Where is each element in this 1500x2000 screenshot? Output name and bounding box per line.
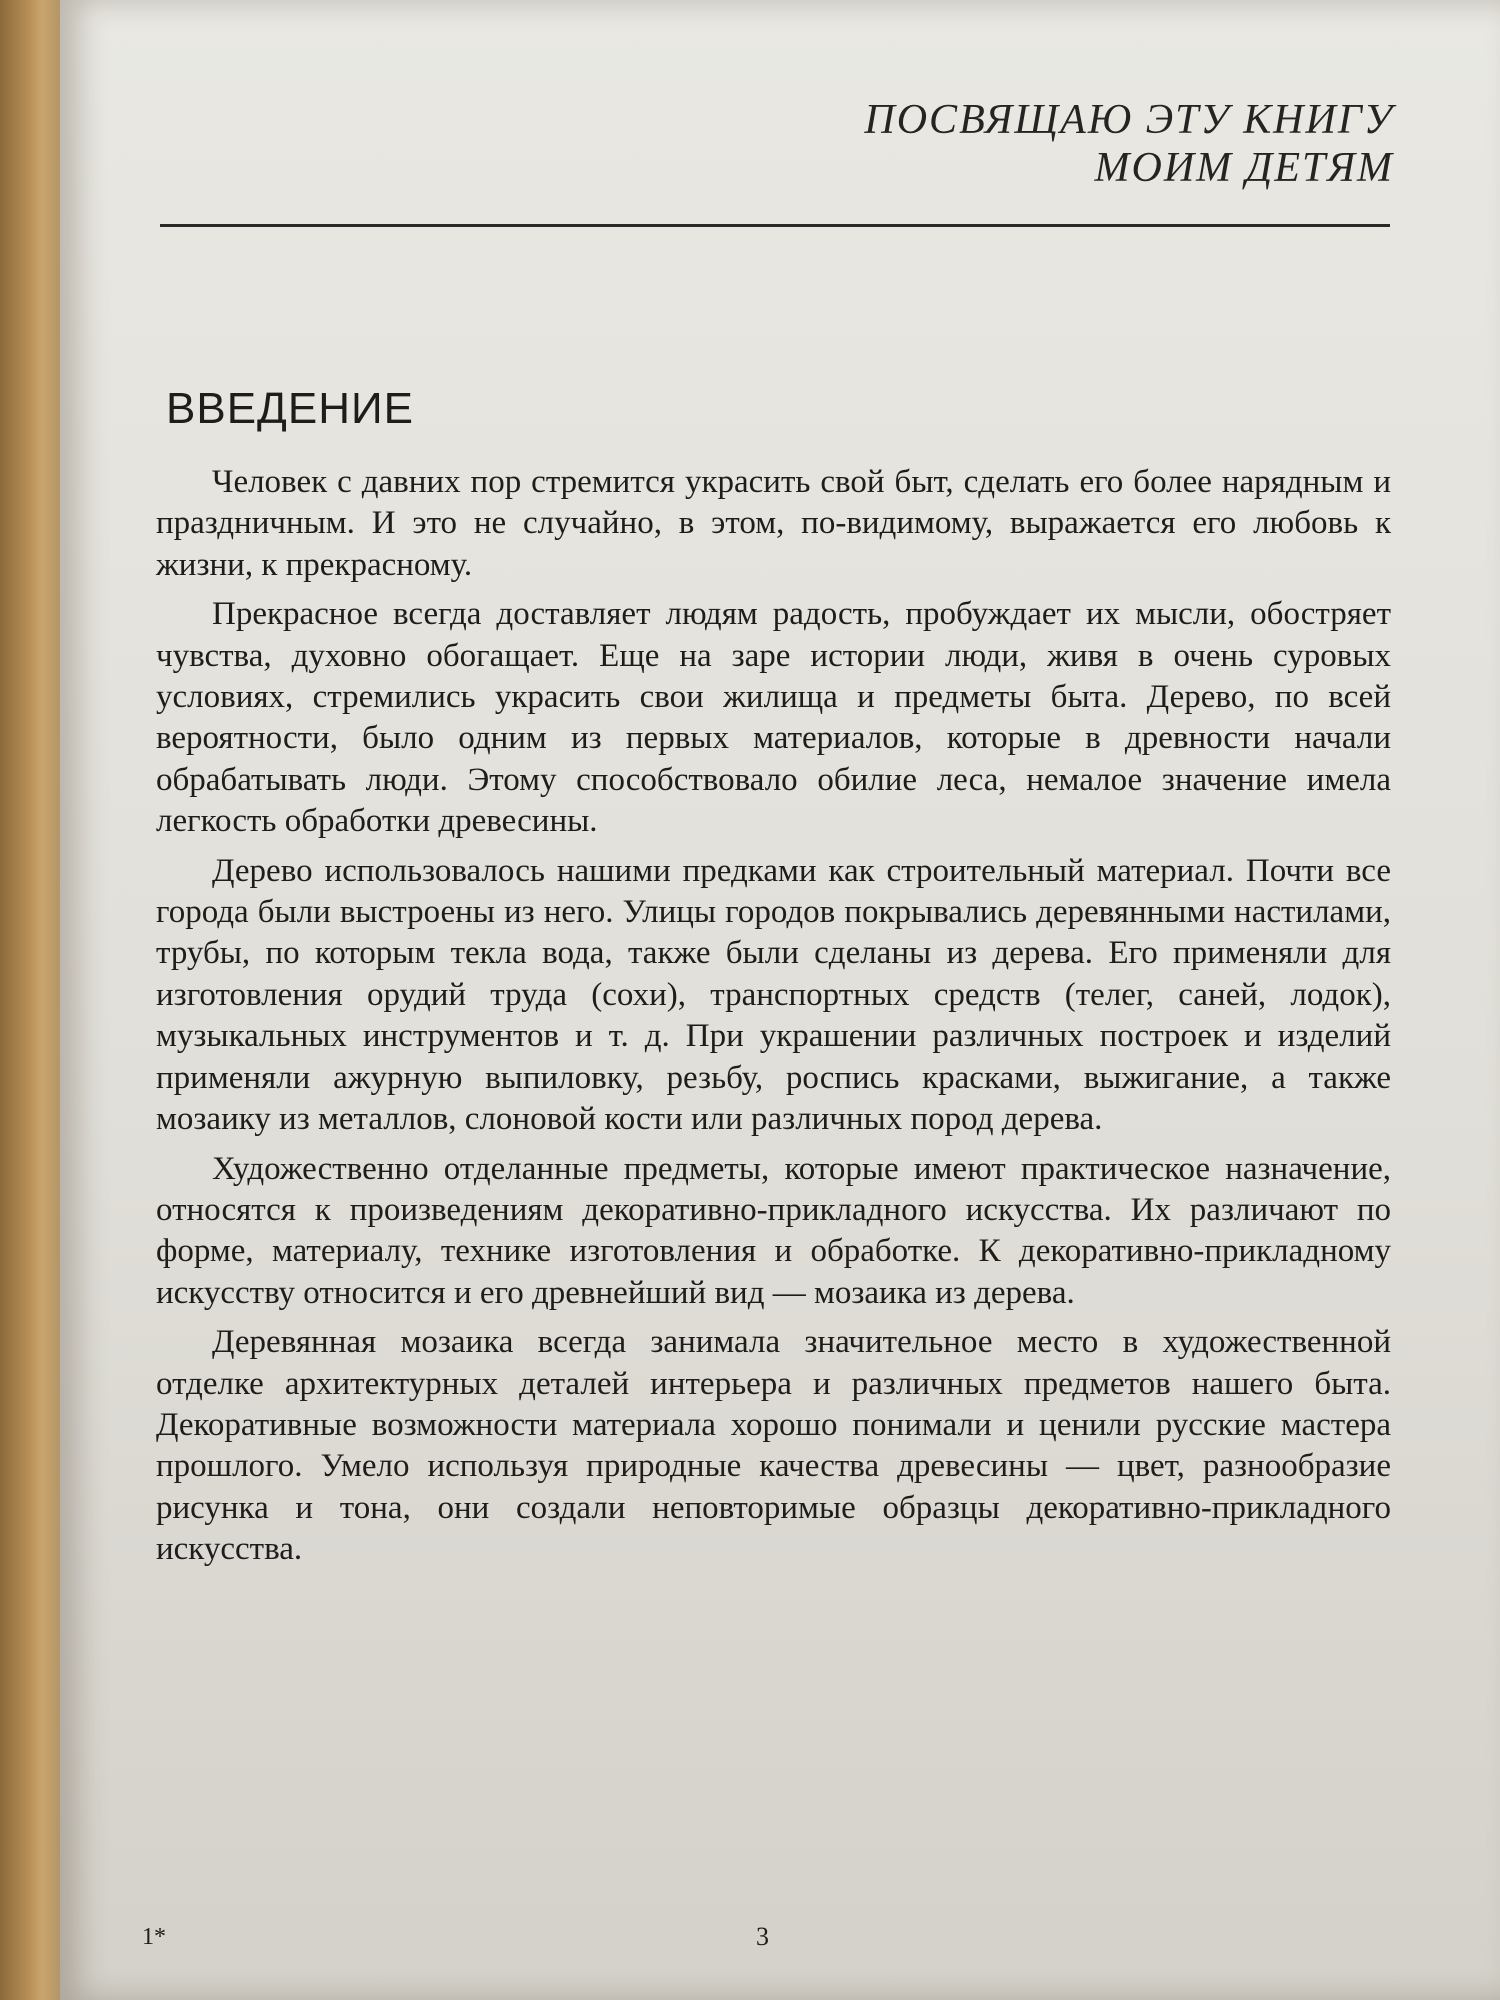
signature-mark: 1* bbox=[142, 1924, 166, 1950]
dedication-line-2: МОИМ ДЕТЯМ bbox=[1094, 145, 1394, 191]
paragraph-2: Прекрасное всегда доставляет людям радость, пробуждает их мысли, обостряет чувства, духовно обогащает. Еще на заре истории люди, живя в очень суровых условиях, стремились украсить свои жилища и предметы быта. Дерево, по всей вероятности, было одним из первых материалов, которые в древности начали обрабатывать люди. Этому способствовало обилие леса, немалое значение имела легкость обработки древесины. bbox=[156, 596, 1391, 840]
horizontal-rule bbox=[160, 224, 1390, 227]
chapter-heading: ВВЕДЕНИЕ bbox=[166, 384, 414, 433]
dedication bbox=[864, 96, 1394, 192]
paragraph-4: Художественно отделанные предметы, которые имеют практическое назначение, относятся к произведениям декоративно-прикладного искусства. Их различают по форме, материалу, технике изготовления и обработке. К декоративно-прикладному искусству относится и его древнейший вид — мозаика из дерева. bbox=[156, 1150, 1391, 1311]
paragraph-5: Деревянная мозаика всегда занимала значительное место в художественной отделке архитектурных деталей интерьера и различных предметов нашего быта. Декоративные возможности материала хорошо понимали и ценили русские мастера прошлого. Умело используя природные качества древесины — цвет, разнообразие рисунка и тона, они создали неповторимые образцы декоративно-прикладного искусства. bbox=[156, 1324, 1391, 1568]
page-number: 3 bbox=[756, 1922, 769, 1951]
book-spine-edge bbox=[0, 0, 60, 2000]
paragraph-1: Человек с давних пор стремится украсить свой быт, сделать его более нарядным и праздничным. И это не случайно, в этом, по-видимому, выражается его любовь к жизни, к прекрасному. bbox=[156, 464, 1391, 583]
book-page bbox=[60, 0, 1500, 2000]
paragraph-3: Дерево использовалось нашими предками как строительный материал. Почти все города были выстроены из него. Улицы городов покрывались деревянными настилами, трубы, по которым текла вода, также были сделаны из дерева. Его применяли для изготовления орудий труда (сохи), транспортных средств (телег, саней, лодок), музыкальных инструментов и т. д. При украшении различных построек и изделий применяли ажурную выпиловку, резьбу, роспись красками, выжигание, а также мозаику из металлов, слоновой кости или различных пород дерева. bbox=[156, 852, 1391, 1138]
body-text bbox=[156, 462, 1391, 1579]
dedication-line-1: ПОСВЯЩАЮ ЭТУ КНИГУ bbox=[864, 97, 1394, 143]
